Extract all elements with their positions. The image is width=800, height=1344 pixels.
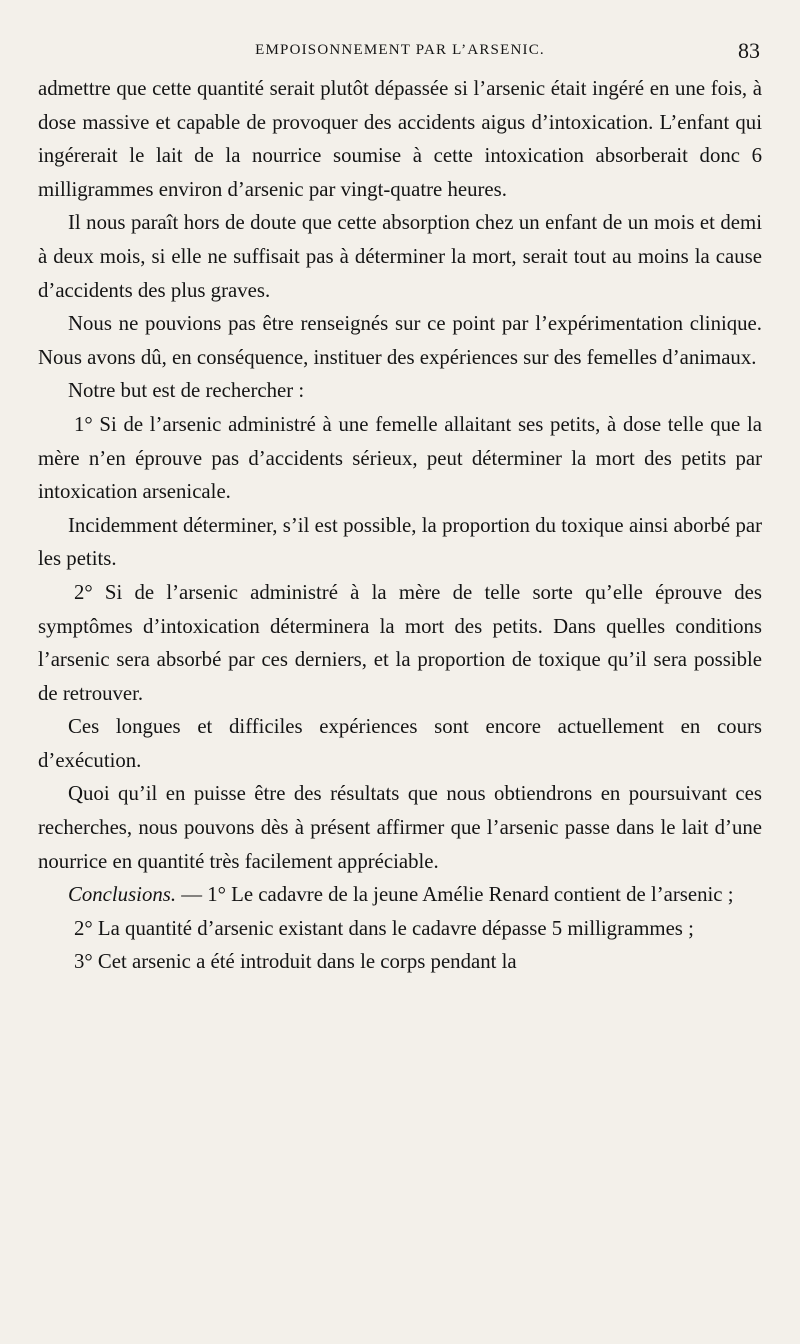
paragraph-experiments-status: Ces longues et difficiles expériences sont encore actuellement en cours d’exécution. bbox=[38, 715, 762, 772]
research-goal-item-1: 1° Si de l’arsenic administré à une femelle allaitant ses petits, à dose telle que la mère n’en éprouve pas d’accidents sérieux, peut déterminer la mort des petits par intoxication arsenicale. bbox=[38, 412, 762, 504]
paragraph-experimentation: Nous ne pouvions pas être renseignés sur ce point par l’expérimentation clinique. Nous avons dû, en conséquence, instituer des expériences sur des femelles d’animaux. bbox=[38, 312, 762, 369]
paragraph-arsenic-dose: admettre que cette quantité serait plutôt dépassée si l’arsenic était ingéré en une fois, à dose massive et capable de provoquer des accidents aigus d’intoxication. L’enfant qui ingérerait le lait de la nourrice soumise à cette intoxication absorberait donc 6 milligrammes environ d’arsenic par vingt-quatre heures. bbox=[38, 77, 762, 201]
body-text bbox=[38, 72, 762, 979]
running-head-title: EMPOISONNEMENT PAR L’ARSENIC. bbox=[255, 42, 545, 58]
conclusions-label: Conclusions. bbox=[68, 883, 177, 907]
running-head bbox=[38, 38, 762, 72]
paragraph-research-goal: Notre but est de rechercher : bbox=[68, 379, 305, 403]
conclusion-item-3: 3° Cet arsenic a été introduit dans le corps pendant la bbox=[74, 950, 517, 974]
paragraph-incidental-goal: Incidemment déterminer, s’il est possible, la proportion du toxique ainsi aborbé par les petits. bbox=[38, 513, 762, 571]
research-goal-item-2: 2° Si de l’arsenic administré à la mère de telle sorte qu’elle éprouve des symptômes d’intoxication déterminera la mort des petits. Dans quelles conditions l’arsenic sera absorbé par ces derniers, et la proportion de toxique qu’il sera possible de retrouver. bbox=[38, 580, 762, 705]
conclusion-item-1-text: — 1° Le cadavre de la jeune Amélie Renard contient de l’arsenic ; bbox=[181, 883, 734, 907]
paragraph-findings: Quoi qu’il en puisse être des résultats que nous obtiendrons en poursuivant ces recherches, nous pouvons dès à présent affirmer que l’arsenic passe dans le lait d’une nourrice en quantité très facilement appréciable. bbox=[38, 782, 762, 873]
conclusion-item-1 bbox=[38, 878, 762, 912]
conclusion-item-2: 2° La quantité d’arsenic existant dans le cadavre dépasse 5 milligrammes ; bbox=[74, 916, 694, 940]
paragraph-absorption-risk: Il nous paraît hors de doute que cette absorption chez un enfant de un mois et demi à deux mois, si elle ne suffisait pas à déterminer la mort, serait tout au moins la cause d’accidents des plus graves. bbox=[38, 211, 762, 302]
page-number: 83 bbox=[738, 38, 760, 63]
